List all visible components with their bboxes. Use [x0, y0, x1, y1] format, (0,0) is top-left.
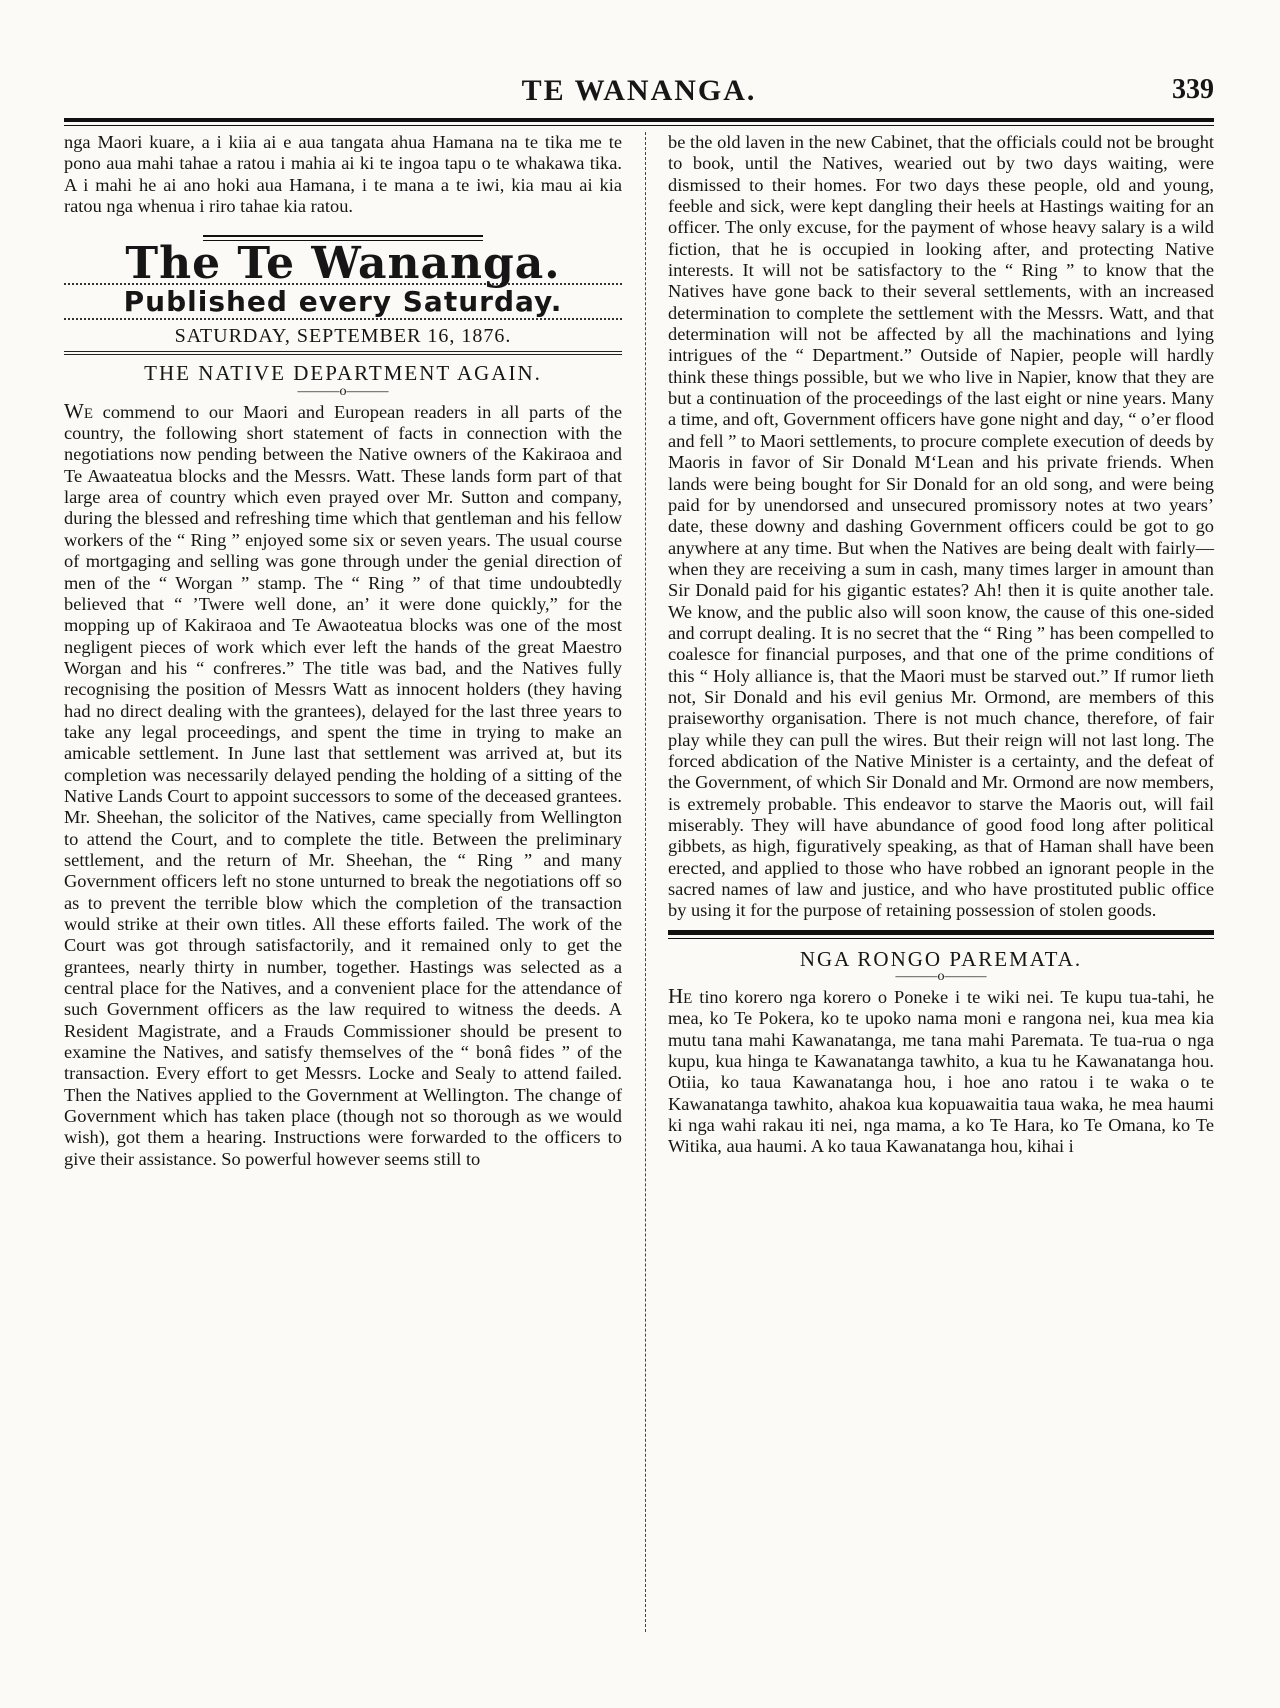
title-ornament: ———o———: [297, 383, 389, 399]
dateline-rule: [64, 351, 622, 352]
section-dropcap: He: [668, 984, 693, 1009]
column-divider: [645, 132, 646, 1632]
article-body-text: commend to our Maori and European readers in all parts of the country, the following short statement of facts in connection with the negotiations now pending between the Native owners of the Kakiraoa and Te Awaateatua blocks and the Messrs. Watt. These lands form part of that large area of country which even prayed over Mr. Sutton and company, during the blessed and refreshing time which that gentleman and his fellow workers of the “ Ring ” enjoyed some six or seven years. The usual course of mortgaging and selling was gone through under the genial direction of men of the “ Worgan ” stamp. The “ Ring ” of that time undoubtedly believed that “ ’Twere well done, an’ it were done quickly,” for the mopping up of Kakiraoa and Te Awaoteatua blocks was one of the most negligent pieces of work which ever left the hands of the great Maestro Worgan and his “ confreres.” The title was bad, and the Natives fully recognising the position of Messrs Watt as innocent holders (they having had no direct dealing with the grantees), delayed for the last three years to take any legal proceedings, and spent the time in trying to make an amicable settlement. In June last that settlement was arrived at, but its completion was necessarily delayed pending the holding of a sitting of the Native Lands Court to appoint successors to some of the deceased grantees. Mr. Sheehan, the solicitor of the Natives, came specially from Wellington to attend the Court, and to complete the title. Between the preliminary settlement, and the return of Mr. Sheehan, the “ Ring ” and many Government officers left no stone unturned to break the negotiations off so as to prevent the terrible blow which the completion of the transaction would strike at their own titles. All these efforts failed. The work of the Court was got through satisfactorily, and it remained only to get the grantees, nearly thirty in number, together. Hastings was selected as a central place for the Natives, and a convenient place for the attendance of such Government officers as the law required to witness the deeds. A Resident Magistrate, and a Frauds Commissioner should be present to examine the Natives, and satisfy themselves of the “ bonâ fides ” of the transaction. Every effort to get Messrs. Locke and Sealy to attend failed. Then the Natives applied to the Government at Wellington. The change of Government which has taken place (though not so thorough as we would wish), got them a hearing. Instructions were forwarded to the officers to give their assistance. So powerful however seems still to: [64, 401, 622, 1169]
header-rule-thin: [64, 125, 1214, 126]
section-ornament: ———o———: [895, 969, 987, 985]
right-column: [668, 132, 1214, 1158]
section-body: [668, 986, 1214, 1158]
masthead: The Te Wananga.: [125, 238, 561, 290]
page-number: 339: [1172, 74, 1214, 105]
newspaper-title: TE WANANGA.: [521, 74, 757, 107]
running-head: [64, 74, 1214, 114]
left-column: [64, 132, 622, 1170]
published-dotted-rule: [64, 318, 622, 320]
section-body-text: tino korero nga korero o Poneke i te wiki nei. Te kupu tua-tahi, he mea, ko Te Pokera, ko te upoko nama moni e rangona nei, kua mea kia mutu tana mahi Kawanatanga, me tana mahi Paremata. Te tua-rua o nga kupu, kua hinga te Kawanatanga tawhito, a kua tu he Kawanatanga hou. Otiia, ko taua Kawanatanga hou, i hoe ano ratou i te waka o te Kawanatanga tawhito, ahakoa kua kopuawaitia taua waka, he mea haumi ki nga wahi rakau iti nei, nga mama, a ko Te Hara, ko Te Omana, ko Te Witika, aua haumi. A ko taua Kawanatanga hou, kihai i: [668, 987, 1214, 1157]
article-title: THE NATIVE DEPARTMENT AGAIN.: [144, 361, 542, 386]
maori-intro-paragraph: nga Maori kuare, a i kiia ai e aua tangata ahua Hamana na te tika me te pono aua mahi tahae a ratou i mahia ai ki te ingoa tapu o te whakawa tika. A i mahi he ai ano hoki aua Hamana, i te mana a te iwi, kia mau ai kia ratou nga whenua i riro tahae kia ratou.: [64, 132, 622, 217]
article-dropcap: We: [64, 398, 93, 423]
article-continuation: be the old laven in the new Cabinet, that the officials could not be brought to book, until the Natives, wearied out by two days waiting, were dismissed to their homes. For two days these people, old and young, feeble and sick, were kept dangling their heels at Hastings waiting for an officer. The only excuse, for the payment of whose heavy salary is a wild fiction, that he is occupied in looking after, and protecting Native interests. It will not be satisfactory to the “ Ring ” to know that the Natives have gone back to their several settlements, with an increased determination to complete the settlement with the Messrs. Watt, and that determination will not be affected by all the machinations and lying intrigues of the “ Department.” Outside of Napier, people will hardly think these things possible, but we who live in Napier, know that they are but a continuation of the proceedings of the last eight or nine years. Many a time, and oft, Government officers have gone night and day, “ o’er flood and fell ” to Maori settlements, to procure complete execution of deeds by Maoris in favor of Sir Donald M‘Lean and his private friends. When lands were being bought for Sir Donald for an old song, and were being paid for by unendorsed and unsecured promissory notes at two years’ date, these downy and dashing Government officers could be got to go anywhere at any time. But when the Natives are being dealt with fairly—when they are receiving a sum in cash, many times larger in amount than Sir Donald paid for his gigantic estates? Ah! then it is quite another tale. We know, and the public also will soon know, the cause of this one-sided and corrupt dealing. It is no secret that the “ Ring ” has been compelled to coalesce for financial purposes, and that one of the prime conditions of this “ Holy alliance is, that the Maori must be starved out.” If rumor lieth not, Sir Donald and his evil genius Mr. Ormond, are members of this praiseworthy organisation. There is not much chance, therefore, of fair play while they can pull the wires. But their reign will not last long. The forced abdication of the Native Minister is a certainty, and the defeat of the Government, of which Sir Donald and Mr. Ormond are now members, is extremely probable. This endeavor to starve the Maoris out, will fail miserably. They will have abundance of good food long after political gibbets, as high, figuratively speaking, as that of Haman shall have been erected, and applied to those who have robbed an ignorant people in the sacred names of law and justice, and who have prostituted public office by using it for the purpose of retaining possession of stolen goods.: [668, 132, 1214, 921]
dateline-rule-second: [64, 354, 622, 355]
header-rule-thick: [64, 118, 1214, 122]
section-title: NGA RONGO PAREMATA.: [799, 946, 1083, 971]
article-body: [64, 398, 622, 1170]
section-separator: [668, 930, 1214, 939]
dateline: SATURDAY, SEPTEMBER 16, 1876.: [174, 325, 512, 348]
published-line: Published every Saturday.: [123, 284, 563, 318]
